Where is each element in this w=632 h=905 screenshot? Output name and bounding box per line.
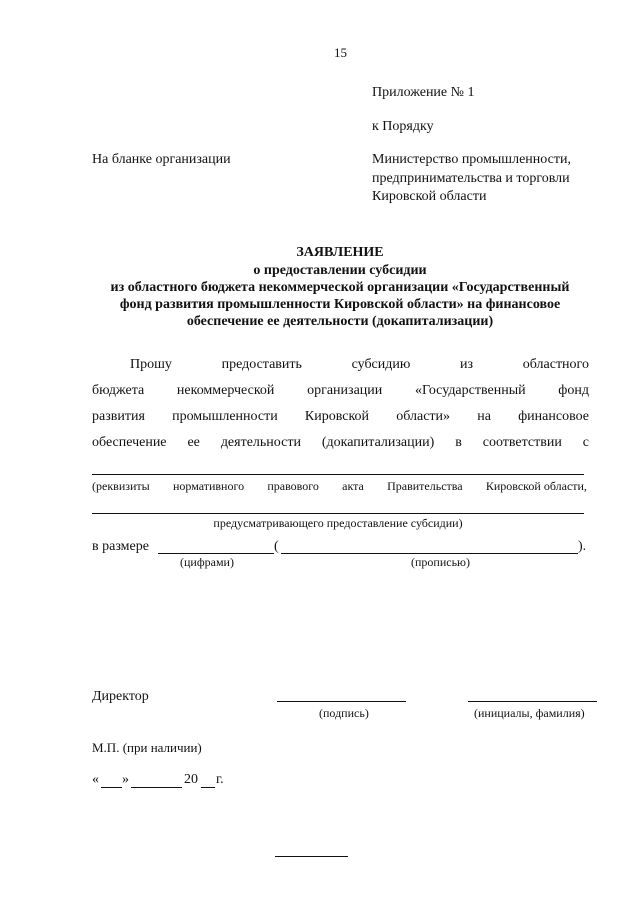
- body-word: ее: [187, 435, 200, 450]
- body-line-3: [92, 409, 589, 425]
- heading-line-2: из областного бюджета некоммерческой организации «Государственный: [110, 280, 570, 295]
- name-caption: (инициалы, фамилия): [474, 706, 585, 720]
- requisites-caption-line-2: предусматривающего предоставление субсидии): [213, 516, 463, 530]
- page-number: 15: [334, 45, 347, 60]
- amount-digits-field[interactable]: [158, 553, 274, 554]
- date-close-quote: »: [122, 772, 129, 787]
- body-word: субсидию: [351, 357, 411, 372]
- requisites-blank-line-2[interactable]: [92, 513, 584, 514]
- stamp-note: М.П. (при наличии): [92, 740, 202, 755]
- document-title: ЗАЯВЛЕНИЕ: [296, 245, 384, 260]
- caption-word: Правительства: [387, 479, 463, 493]
- body-word: развития: [92, 409, 145, 424]
- body-line-1: [130, 357, 589, 373]
- body-word: промышленности: [172, 409, 278, 424]
- body-word: финансовое: [518, 409, 589, 424]
- heading-line-3: фонд развития промышленности Кировской области» на финансовое: [119, 297, 561, 312]
- appendix-subtitle: к Порядку: [372, 119, 434, 134]
- caption-word: правового: [267, 479, 319, 493]
- letterhead-note: На бланке организации: [92, 152, 231, 167]
- body-word: бюджета: [92, 383, 145, 398]
- signature-field[interactable]: [277, 701, 406, 702]
- body-word: соответствии: [482, 435, 562, 450]
- body-word: некоммерческой: [176, 383, 275, 398]
- date-year-suffix: г.: [216, 772, 224, 787]
- signature-caption: (подпись): [319, 706, 369, 720]
- body-line-4: [92, 435, 589, 451]
- date-month-field[interactable]: [131, 787, 182, 788]
- body-word: Кировской: [304, 409, 370, 424]
- body-word: обеспечение: [92, 435, 167, 450]
- open-paren: (: [274, 539, 279, 554]
- body-word: деятельности: [220, 435, 301, 450]
- body-word: Прошу: [130, 357, 172, 372]
- director-label: Директор: [92, 689, 149, 704]
- body-word: из: [460, 357, 474, 372]
- appendix-title: Приложение № 1: [372, 85, 475, 100]
- name-field[interactable]: [468, 701, 597, 702]
- body-word: с: [582, 435, 589, 450]
- words-caption: (прописью): [411, 555, 471, 569]
- body-line-2: [92, 383, 589, 399]
- amount-label: в размере: [92, 539, 149, 554]
- date-open-quote: «: [92, 772, 99, 787]
- requisites-blank-line-1[interactable]: [92, 474, 584, 475]
- digits-caption: (цифрами): [180, 555, 234, 569]
- caption-word: Кировской области,: [485, 479, 587, 493]
- caption-word: (реквизиты: [92, 479, 150, 493]
- close-paren: ).: [578, 539, 587, 554]
- body-word: на: [477, 409, 491, 424]
- date-year-prefix: 20: [184, 772, 198, 787]
- caption-word: акта: [342, 479, 364, 493]
- recipient-line-1: Министерство промышленности,: [372, 152, 571, 167]
- body-word: «Государственный: [414, 383, 526, 398]
- body-word: области»: [396, 409, 451, 424]
- body-word: организации: [307, 383, 383, 398]
- body-word: областного: [522, 357, 589, 372]
- date-day-field[interactable]: [101, 787, 122, 788]
- heading-line-4: обеспечение ее деятельности (докапитализации): [186, 314, 494, 329]
- heading-line-1: о предоставлении субсидии: [253, 263, 427, 278]
- recipient-line-2: предпринимательства и торговли: [372, 171, 570, 186]
- requisites-caption-line-1: [92, 479, 587, 494]
- body-word: (докапитализации): [321, 435, 435, 450]
- date-year-field[interactable]: [201, 787, 215, 788]
- recipient-line-3: Кировской области: [372, 189, 487, 204]
- caption-word: нормативного: [172, 479, 245, 493]
- body-word: в: [455, 435, 462, 450]
- amount-words-field[interactable]: [281, 553, 578, 554]
- body-word: предоставить: [221, 357, 302, 372]
- body-word: фонд: [558, 383, 589, 398]
- footer-separator: [275, 856, 348, 857]
